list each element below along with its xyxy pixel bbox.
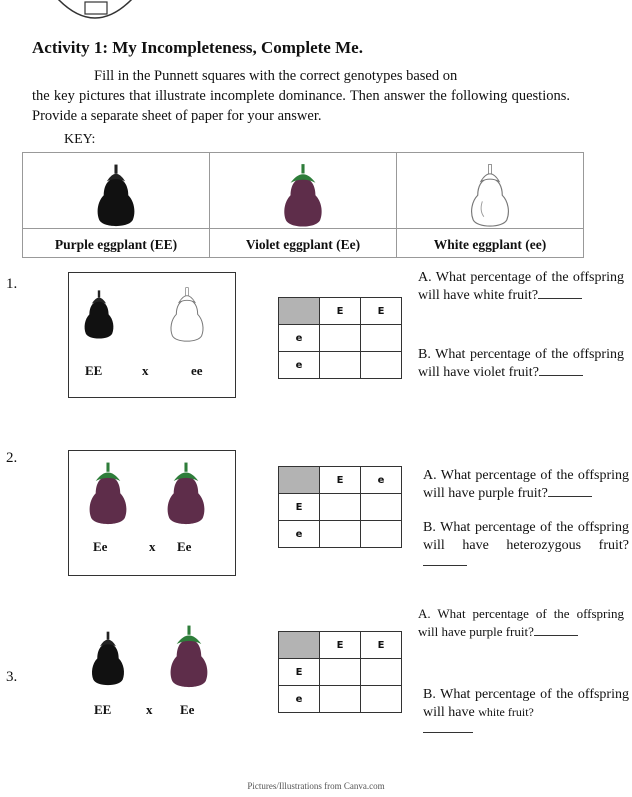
key-label-white: White eggplant (ee) xyxy=(433,237,547,252)
side-allele: e xyxy=(279,521,320,548)
side-allele: e xyxy=(279,352,320,379)
violet-eggplant-icon xyxy=(278,161,328,231)
question-text: B. What percentage of the offspring will have heterozygous fruit? xyxy=(423,520,629,553)
answer-blank[interactable] xyxy=(423,722,473,733)
key-divider xyxy=(22,228,584,229)
genotype-cell[interactable] xyxy=(361,686,402,713)
violet-eggplant-icon xyxy=(163,457,209,531)
key-table xyxy=(22,152,584,258)
problem-3-question-b xyxy=(423,686,629,739)
problem-1-question-b xyxy=(418,346,624,381)
parent-2-genotype: Ee xyxy=(180,702,195,717)
problem-3-parents-area xyxy=(68,614,234,738)
genotype-cell[interactable] xyxy=(320,352,361,379)
key-cell-purple xyxy=(23,153,210,257)
question-text: A. What percentage of the offspring will have white fruit? xyxy=(418,270,624,303)
genotype-cell[interactable] xyxy=(320,494,361,521)
problem-1-number: 1. xyxy=(6,276,18,292)
parent-1-genotype: Ee xyxy=(93,539,108,554)
question-text: A. What percentage of the offspring will have purple fruit? xyxy=(418,606,624,639)
cross-symbol: x xyxy=(149,539,156,554)
top-allele: e xyxy=(361,467,402,494)
genotype-cell[interactable] xyxy=(320,325,361,352)
problem-2-question-a xyxy=(423,467,629,502)
problem-1-question-a xyxy=(418,269,624,304)
answer-blank[interactable] xyxy=(538,288,582,299)
activity-title: Activity 1: My Incompleteness, Complete Me. xyxy=(32,38,363,57)
purple-eggplant-icon xyxy=(81,281,117,349)
image-credit: Pictures/Illustrations from Canva.com xyxy=(247,781,385,791)
genotype-cell[interactable] xyxy=(320,521,361,548)
side-allele: e xyxy=(279,686,320,713)
genotype-cell[interactable] xyxy=(320,686,361,713)
genotype-cell[interactable] xyxy=(361,494,402,521)
question-text: B. What percentage of the offspring will have xyxy=(423,687,629,720)
white-eggplant-icon xyxy=(167,281,207,349)
problem-2-number: 2. xyxy=(6,450,18,466)
problem-3-punnett-square xyxy=(278,631,402,713)
question-text: B. What percentage of the offspring will have violet fruit? xyxy=(418,347,624,380)
genotype-cell[interactable] xyxy=(361,325,402,352)
violet-eggplant-icon xyxy=(166,620,212,694)
key-cell-violet xyxy=(210,153,397,257)
header-ornament xyxy=(55,0,135,24)
top-allele: E xyxy=(320,467,361,494)
genotype-cell[interactable] xyxy=(361,352,402,379)
top-allele: E xyxy=(320,632,361,659)
purple-eggplant-icon xyxy=(93,161,139,231)
punnett-corner xyxy=(279,467,320,494)
question-text: A. What percentage of the offspring will have purple fruit? xyxy=(423,468,629,501)
parent-1-genotype: EE xyxy=(85,363,103,378)
side-allele: E xyxy=(279,494,320,521)
parent-2-genotype: ee xyxy=(191,363,203,378)
purple-eggplant-icon xyxy=(88,624,128,694)
answer-blank[interactable] xyxy=(548,486,592,497)
activity-instructions xyxy=(32,66,570,126)
top-allele: E xyxy=(320,298,361,325)
instructions-rest: the key pictures that illustrate incomplete dominance. Then answer the following questions. Provide a separate sheet of paper for your answer. xyxy=(32,88,570,124)
parent-2-genotype: Ee xyxy=(177,539,192,554)
side-allele: E xyxy=(279,659,320,686)
answer-blank[interactable] xyxy=(423,555,467,566)
problem-1-parents-box xyxy=(68,272,236,398)
side-allele: e xyxy=(279,325,320,352)
parent-1-genotype: EE xyxy=(94,702,112,717)
key-label-violet: Violet eggplant (Ee) xyxy=(245,237,361,252)
cross-symbol: x xyxy=(146,702,153,717)
problem-1-punnett-square xyxy=(278,297,402,379)
answer-blank[interactable] xyxy=(534,625,578,636)
answer-blank[interactable] xyxy=(539,365,583,376)
key-label: KEY: xyxy=(64,132,96,147)
genotype-cell[interactable] xyxy=(361,659,402,686)
instructions-line-1: Fill in the Punnett squares with the correct genotypes based on xyxy=(94,68,458,84)
punnett-corner xyxy=(279,298,320,325)
problem-3-question-a xyxy=(418,605,624,640)
key-cell-white xyxy=(397,153,583,257)
problem-3-number: 3. xyxy=(6,669,18,685)
key-label-purple: Purple eggplant (EE) xyxy=(54,237,178,252)
top-allele: E xyxy=(361,298,402,325)
problem-2-punnett-square xyxy=(278,466,402,548)
problem-2-parents-box xyxy=(68,450,236,576)
question-text-small: white fruit? xyxy=(478,704,534,719)
punnett-corner xyxy=(279,632,320,659)
top-allele: E xyxy=(361,632,402,659)
genotype-cell[interactable] xyxy=(320,659,361,686)
white-eggplant-icon xyxy=(467,161,513,231)
problem-2-question-b xyxy=(423,519,629,572)
genotype-cell[interactable] xyxy=(361,521,402,548)
violet-eggplant-icon xyxy=(85,457,131,531)
cross-symbol: x xyxy=(142,363,149,378)
